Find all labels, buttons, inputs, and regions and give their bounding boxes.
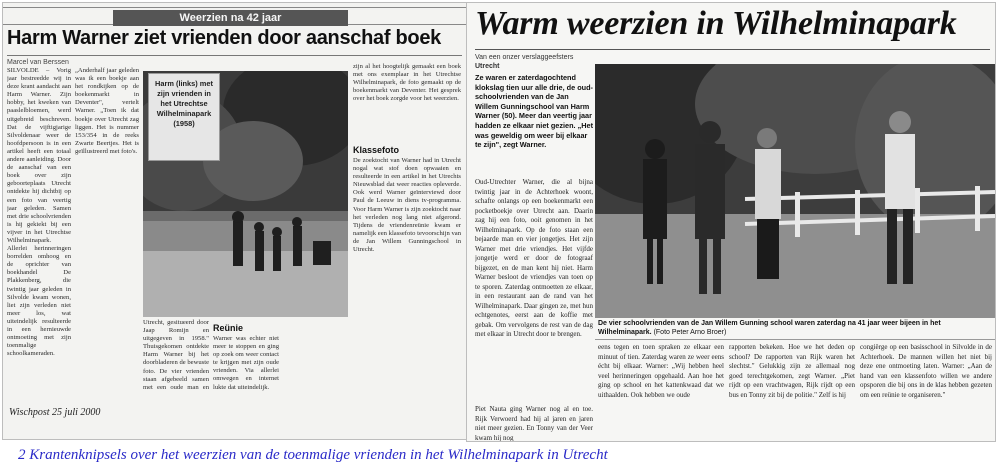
right-headline: Warm weerzien in Wilhelminapark xyxy=(475,5,957,42)
source-label: Wischpost 25 juli 2000 xyxy=(9,407,101,418)
article-paragraph: „Anderhalf jaar geleden was ik een boekje aan het rondkijken op de boekenmarkt in Deventer", vertelt Warner. „Toen ik dat boekje over Utrecht zag liggen. Het is nummer 153/354 in de reeks Zwarte Beertjes. Het is geïllustreerd met foto's. xyxy=(75,67,139,155)
photo-caption xyxy=(595,318,995,340)
left-headline: Harm Warner ziet vrienden door aanschaf boek xyxy=(7,27,441,49)
divider xyxy=(475,49,990,50)
right-article-column-4 xyxy=(860,343,992,441)
left-article-column-4 xyxy=(213,319,279,429)
footer-caption: 2 Krantenknipsels over het weerzien van de toenmalige vrienden in het Wilhelminapark in Utrecht xyxy=(18,447,608,463)
newspaper-clipping-left xyxy=(2,2,467,440)
newspaper-clipping-right xyxy=(466,2,996,442)
left-article-column-1 xyxy=(7,67,71,402)
byline-reporter: Van een onzer verslaggeefsters xyxy=(475,54,574,61)
left-article-column-2 xyxy=(75,67,139,402)
photo-caption-box: Harm (links) met zijn vrienden in het Utrechtse Wilhelminapark (1958) xyxy=(148,73,220,161)
right-article-column-1 xyxy=(475,178,593,403)
left-byline: Marcel van Berssen xyxy=(7,59,69,66)
photo-credit: (Foto Peter Arno Broer) xyxy=(653,328,727,336)
article-paragraph: Oud-Utrechter Warner, die al bijna twintig jaar in de Achterhoek woont, schafte onlangs op een boekenmarkt een pocketboekje over Utrecht aan. Daarin zag hij een foto, ooit genomen in het Wilhelminapark. Op de foto staan een bejaarde man en vier jongetjes. Het zijn Warner met drie vriendjes. Het vijfde jongetje werd er door de fotograaf bijgezet, en de man kent hij niet. Harm Warner besloot de vriendjes van toen op te sporen. Zaterdag ontmoetten ze elkaar, in een restaurant aan de rand van het Wilhelminapark. Daar gingen ze, met hun echtgenotes, eerst aan de koffie met gebak. Om vervolgens de rest van de dag met elkaar in Utrecht door te brengen. xyxy=(475,178,593,338)
kicker-label: Weerzien na 42 jaar xyxy=(113,10,348,26)
reunion-photo-image xyxy=(595,64,995,318)
article-paragraph: zijn al het hoogtelijk gemaakt een boek met ons exemplaar in het Utrechtse Wilhelminapark, de foto gemaakt op de boekenmarkt van Deventer. Het gesprek over het boek zorgde voor het weerzien. xyxy=(353,63,461,103)
left-article-column-3 xyxy=(143,319,209,389)
byline-dateline: Utrecht xyxy=(475,63,500,70)
divider xyxy=(7,55,462,56)
right-byline xyxy=(475,53,573,71)
right-article-column-1b xyxy=(475,405,593,441)
kicker-bar xyxy=(3,7,466,25)
left-article-column-5 xyxy=(353,63,461,141)
article-paragraph: De zoektocht van Warner had in Utrecht nogal wat stof doen opwaaien en resulteerde in een artikel in het Utrechts Nieuwsblad dat weer reacties opleverde. Ook werd Warner geïnterviewd door Paul de Leeuw in diens tv-programma. Voor Harm Warner is zijn zoektocht naar het verleden nog lang niet afgerond. Tijdens de vriendenreünie kwam er namelijk een klassefoto tevoorschijn van de Jan Willem Gunningschool in Utrecht. xyxy=(353,157,461,254)
subheading-klassefoto: Klassefoto xyxy=(353,145,400,155)
article-paragraph: SILVOLDE – Vorig jaar bestreedde wij in deze krant aandacht aan Harm Warner. Zijn hobby, het kweken van paaslelbloemen, werd uitgebreid beschreven. Dat de vijftigjarige Silvoldenaar weer de hoofdpersoon is in een artikel heeft een totaal andere aanleiding. Door de aanschaf van een boek over zijn geboorteplaats Utrecht ontdekte hij dichtbij op een foto van veertig jaar geleden. Samen met drie schoolvrienden is hij gekiekt bij een vijver in het Utrechtse Wilhelminapark. Allerlei herinneringen borrelden omhoog en de oprichter van boekhandel De Plakkenberg, die twintig jaar geleden in Silvolde kwam wonen, liet zijn verleden niet meer los, wat uiteindelijk resulteerde in een hernieuwde ontmoeting met zijn toenmalige schoolkameraden. xyxy=(7,67,71,358)
article-paragraph: eens tegen en toen spraken ze elkaar een minuut of tien. Zaterdag waren ze weer eens écht bij elkaar. Warner: „Wij hebben heel veel herinneringen opgehaald. Aan hoe het ging op school en het kattenkwaad dat we uithaalden. Ook hebben we oude xyxy=(598,343,724,399)
article-paragraph: congiërge op een basisschool in Silvolde in de Achterhoek. De mannen willen het niet bij deze ene ontmoeting laten. Warner: „Aan de hand van een klassenfoto willen we andere opsporen die bij ons in de klas hebben gezeten om een reünie te organiseren." xyxy=(860,343,992,399)
left-article-column-6 xyxy=(353,141,461,433)
article-paragraph: rapporten bekeken. Hoe we het deden op school? De rapporten van Rijk waren het slechtst." Gelukkig zijn ze allemaal nog goed terechtgekomen, zegt Warner. „Piet rijdt op een vrachtwagen, Rijk rijdt op een bus en Tonny zit bij de politie." Zelf is hij xyxy=(729,343,855,399)
subheading-reunie: Reünie xyxy=(213,323,244,333)
intro-paragraph: Ze waren er zaterdagochtend klokslag tien uur alle drie, de oud-schoolvrienden van de Jan Willem Gunningschool van Harm Warner (50). Meer dan veertig jaar hadden ze elkaar niet gezien. „Het was geweldig om weer bij elkaar te zijn", zegt Warner. xyxy=(475,73,594,150)
article-paragraph: Utrecht, gesitueerd door Jaap Romijn en uitgegeven in 1958." Thuisgekomen ontdekte Harm Warner bij het doorbladeren de bewuste foto. De vier vrienden staan afgebeeld samen met een oude man en xyxy=(143,319,209,389)
photo-caption-text: De vier schoolvrienden van de Jan Willem Gunning school waren zaterdag na 41 jaar weer bijeen in het Wilhelminapark. xyxy=(598,320,941,336)
right-article-column-2 xyxy=(598,343,724,441)
article-paragraph: Warner was echter niet meer te stoppen en ging op zoek om weer contact te krijgen met zijn oude vrienden. Via allerlei omwegen en internet lukte dat uiteindelijk. xyxy=(213,335,279,391)
article-paragraph: Piet Nauta ging Warner nog al en toe. Rijk Verwoerd had hij al jaren en jaren niet meer gezien. En Tonny van der Veer kwam hij nog xyxy=(475,405,593,441)
reunion-photo xyxy=(595,64,995,318)
right-article-column-3 xyxy=(729,343,855,441)
